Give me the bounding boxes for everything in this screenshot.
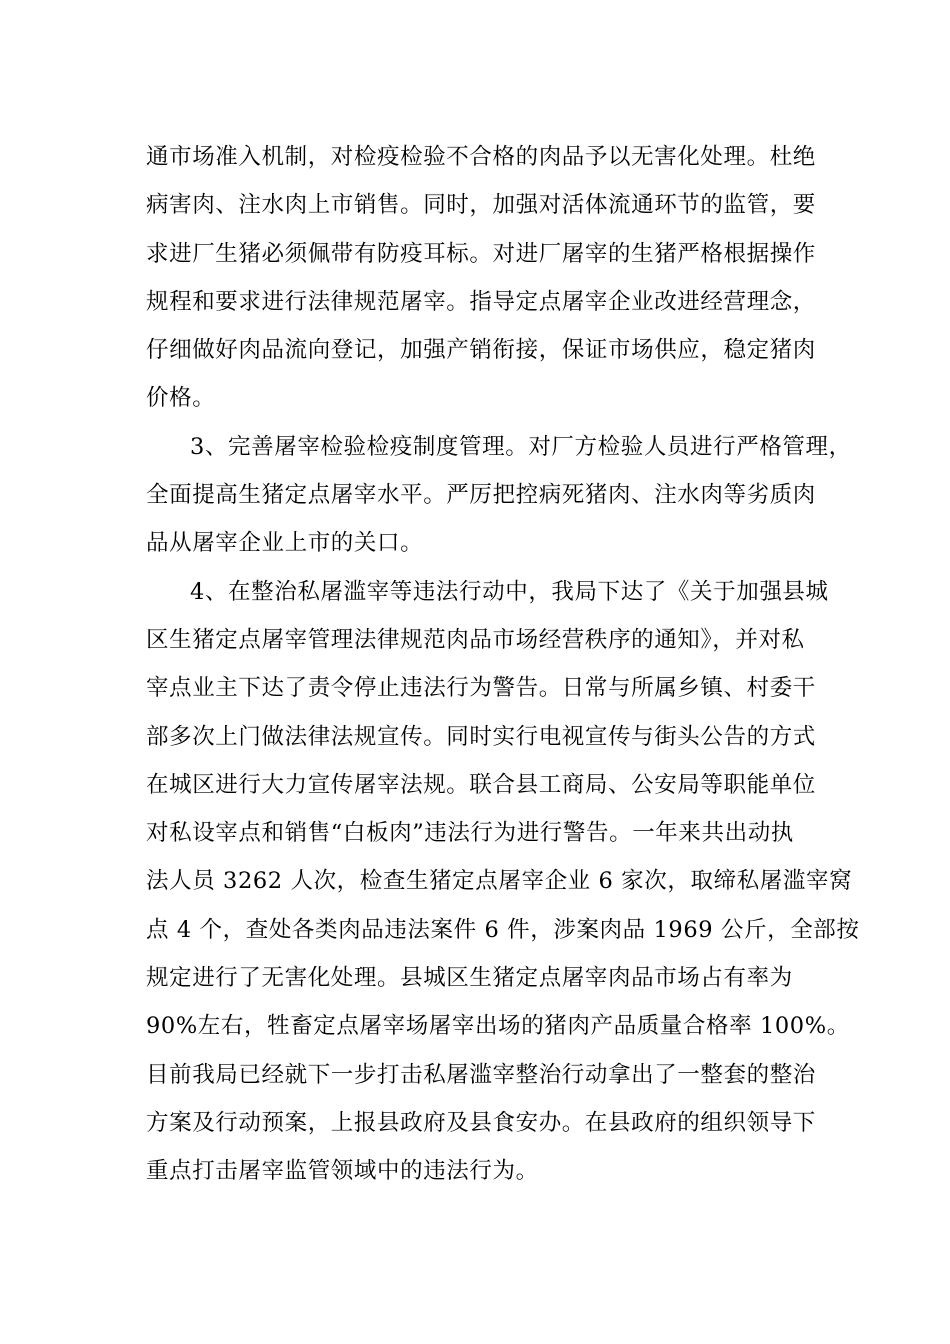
text-line: 区生猪定点屠宰管理法律规范肉品市场经营秩序的通知》，并对私: [146, 626, 805, 653]
text-line: 部多次上门做法律法规宣传。同时实行电视宣传与街头公告的方式: [146, 723, 816, 750]
text-line: 重点打击屠宰监管领域中的违法行为。: [146, 1158, 539, 1185]
text-line: 全面提高生猪定点屠宰水平。严厉把控病死猪肉、注水肉等劣质肉: [146, 482, 816, 509]
text-line: 点 4 个，查处各类肉品违法案件 6 件，涉案肉品 1969 公斤，全部按: [146, 916, 860, 943]
text-line: 病害肉、注水肉上市销售。同时，加强对活体流通环节的监管，要: [146, 192, 816, 219]
paragraph-3-start-line: 3、完善屠宰检验检疫制度管理。对厂方检验人员进行严格管理，: [190, 433, 852, 460]
text-line: 通市场准入机制，对检疫检验不合格的肉品予以无害化处理。杜绝: [146, 144, 816, 170]
text-line: 价格。: [146, 385, 216, 412]
text-line: 在城区进行大力宣传屠宰法规。联合县工商局、公安局等职能单位: [146, 771, 816, 798]
paragraph-4-start-line: 4、在整治私屠滥宰等违法行动中，我局下达了《关于加强县城: [190, 578, 829, 605]
text-line: 目前我局已经就下一步打击私屠滥宰整治行动拿出了一整套的整治: [146, 1061, 816, 1088]
text-line: 宰点业主下达了责令停止违法行为警告。日常与所属乡镇、村委干: [146, 675, 816, 702]
text-line: 法人员 3262 人次，检查生猪定点屠宰企业 6 家次，取缔私屠滥宰窝: [146, 868, 853, 895]
text-line: 求进厂生猪必须佩带有防疫耳标。对进厂屠宰的生猪严格根据操作: [146, 240, 816, 267]
text-line: 仔细做好肉品流向登记，加强产销衔接，保证市场供应，稳定猪肉: [146, 337, 816, 364]
text-line: 对私设宰点和销售“白板肉”违法行为进行警告。一年来共出动执: [146, 820, 794, 847]
text-line: 90%左右，牲畜定点屠宰场屠宰出场的猪肉产品质量合格率 100%。: [146, 1013, 850, 1040]
text-line: 方案及行动预案，上报县政府及县食安办。在县政府的组织领导下: [146, 1109, 816, 1136]
text-line: 规定进行了无害化处理。县城区生猪定点屠宰肉品市场占有率为: [146, 965, 793, 992]
text-line: 品从屠宰企业上市的关口。: [146, 530, 424, 557]
document-body: [146, 133, 860, 1196]
text-line: 规程和要求进行法律规范屠宰。指导定点屠宰企业改进经营理念，: [146, 288, 816, 315]
